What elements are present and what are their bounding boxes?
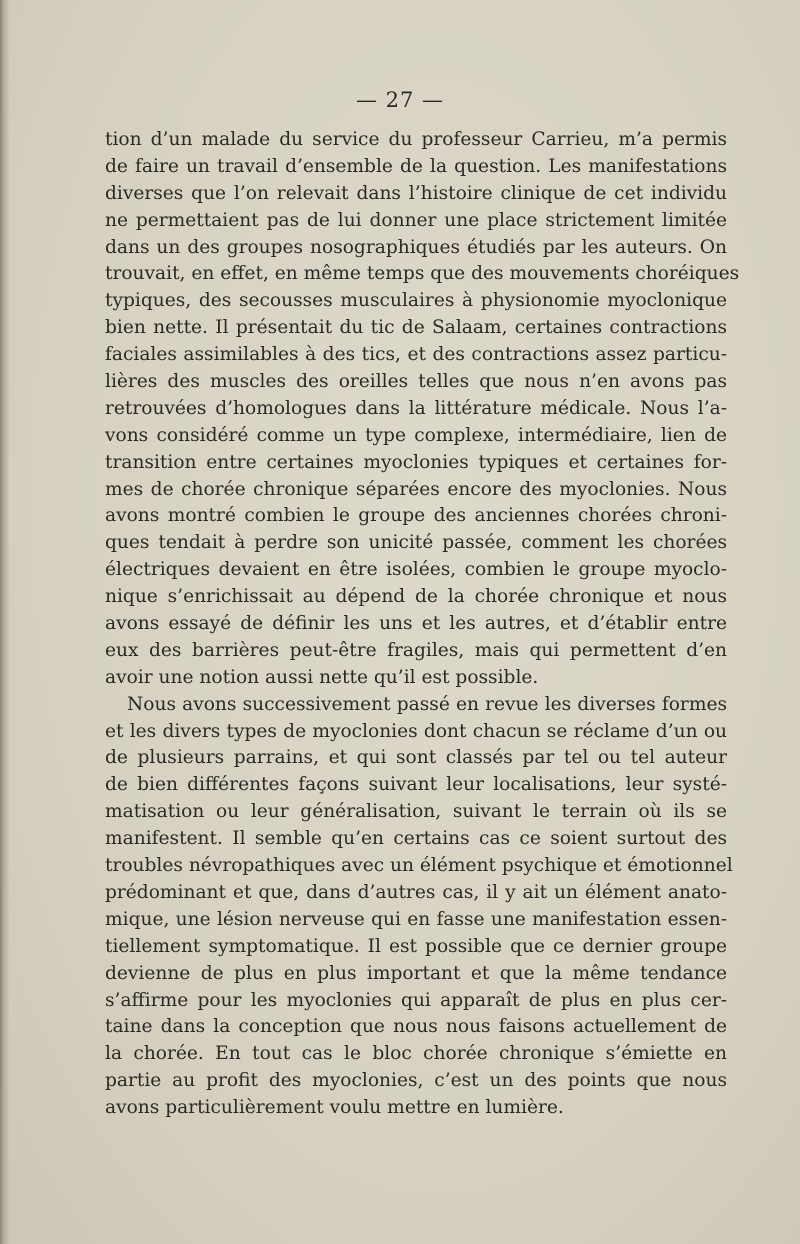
paragraph bbox=[105, 127, 740, 692]
text-line: avons particulièrement voulu mettre en lumière. bbox=[105, 1097, 564, 1119]
text-line: bien nette. Il présentait du tic de Salaam, certaines contractions bbox=[105, 317, 727, 339]
body-text bbox=[105, 127, 740, 1122]
text-line: manifestent. Il semble qu’en certains cas ce soient surtout des bbox=[105, 828, 727, 850]
text-line: de plusieurs parrains, et qui sont classés par tel ou tel auteur bbox=[105, 747, 727, 769]
text-line: partie au profit des myoclonies, c’est un des points que nous bbox=[105, 1070, 727, 1092]
text-line: vons considéré comme un type complexe, intermédiaire, lien de bbox=[105, 424, 727, 446]
text-line: mique, une lésion nerveuse qui en fasse une manifestation essen- bbox=[105, 908, 727, 930]
text-line: eux des barrières peut-être fragiles, mais qui permettent d’en bbox=[105, 639, 727, 661]
text-line: prédominant et que, dans d’autres cas, il y ait un élément anato- bbox=[105, 881, 727, 903]
text-line: typiques, des secousses musculaires à physionomie myoclonique bbox=[105, 290, 727, 312]
text-line: Nous avons successivement passé en revue les diverses formes bbox=[127, 693, 727, 715]
page-number: — 27 — bbox=[355, 88, 445, 112]
text-line: dans un des groupes nosographiques étudiés par les auteurs. On bbox=[105, 236, 727, 258]
text-line: de bien différentes façons suivant leur localisations, leur systé- bbox=[105, 774, 727, 796]
text-line: la chorée. En tout cas le bloc chorée chronique s’émiette en bbox=[105, 1043, 727, 1065]
paragraph bbox=[105, 692, 733, 1122]
text-line: trouvait, en effet, en même temps que des mouvements choréiques bbox=[105, 263, 740, 285]
text-line: taine dans la conception que nous nous faisons actuellement de bbox=[105, 1016, 727, 1038]
text-line: mes de chorée chronique séparées encore des myoclonies. Nous bbox=[105, 478, 727, 500]
text-line: diverses que l’on relevait dans l’histoire clinique de cet individu bbox=[105, 182, 727, 204]
text-line: ques tendait à perdre son unicité passée, comment les chorées bbox=[105, 532, 727, 554]
text-line: troubles névropathiques avec un élément psychique et émotionnel bbox=[105, 855, 733, 877]
text-line: s’affirme pour les myoclonies qui apparaît de plus en plus cer- bbox=[105, 989, 727, 1011]
text-line: lières des muscles des oreilles telles que nous n’en avons pas bbox=[105, 371, 727, 393]
text-line: devienne de plus en plus important et que la même tendance bbox=[105, 962, 727, 984]
text-line: avons essayé de définir les uns et les autres, et d’établir entre bbox=[105, 613, 727, 635]
text-line: tiellement symptomatique. Il est possible que ce dernier groupe bbox=[105, 935, 727, 957]
text-line: faciales assimilables à des tics, et des contractions assez particu- bbox=[105, 344, 727, 366]
text-line: nique s’enrichissait au dépend de la chorée chronique et nous bbox=[105, 586, 727, 608]
text-line: avons montré combien le groupe des anciennes chorées chroni- bbox=[105, 505, 727, 527]
text-line: électriques devaient en être isolées, combien le groupe myoclo- bbox=[105, 559, 727, 581]
page-binding-edge bbox=[0, 0, 10, 1244]
text-line: et les divers types de myoclonies dont chacun se réclame d’un ou bbox=[105, 720, 727, 742]
text-line: tion d’un malade du service du professeur Carrieu, m’a permis bbox=[105, 129, 727, 150]
text-line: ne permettaient pas de lui donner une place strictement limitée bbox=[105, 209, 727, 231]
text-line: avoir une notion aussi nette qu’il est possible. bbox=[105, 666, 539, 688]
text-line: matisation ou leur généralisation, suivant le terrain où ils se bbox=[105, 801, 727, 823]
text-line: transition entre certaines myoclonies typiques et certaines for- bbox=[105, 451, 727, 473]
text-line: de faire un travail d’ensemble de la question. Les manifestations bbox=[105, 155, 727, 177]
text-line: retrouvées d’homologues dans la littérature médicale. Nous l’a- bbox=[105, 397, 727, 419]
